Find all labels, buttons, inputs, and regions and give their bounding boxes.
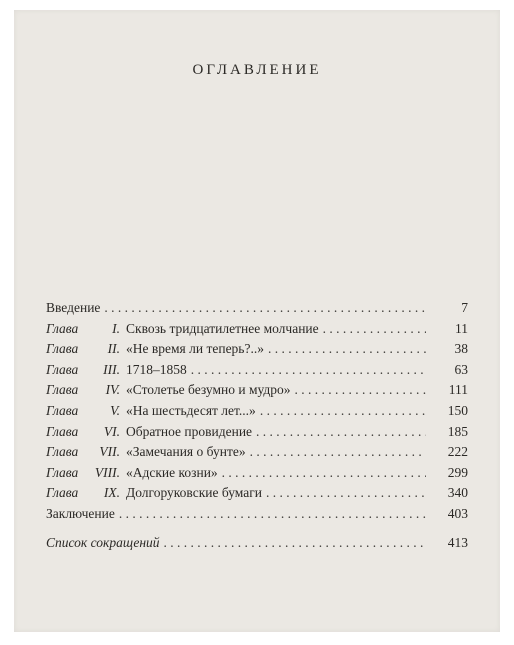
chapter-label: Глава: [46, 382, 79, 398]
toc-entry-conclusion: [46, 506, 468, 527]
toc-entry-text: Обратное провидение: [126, 423, 253, 439]
toc-page-number: 11: [455, 320, 468, 336]
toc-entry-text: Заключение: [46, 505, 115, 521]
chapter-number: V.: [110, 402, 120, 418]
leader-dots: [266, 485, 426, 501]
chapter-number: III.: [103, 361, 120, 377]
toc-entry-chapter-7: [46, 444, 468, 465]
toc-page-number: 7: [461, 300, 468, 315]
toc-page-number: 413: [447, 534, 468, 550]
leader-dots: [250, 444, 426, 460]
chapter-number: II.: [107, 341, 120, 357]
toc-entry-intro: [46, 300, 468, 321]
leader-dots: [295, 382, 426, 398]
toc-page-number: 38: [454, 341, 468, 357]
chapter-number: I.: [112, 320, 120, 336]
toc-entry-chapter-1: [46, 321, 468, 342]
chapter-number: IV.: [105, 382, 120, 398]
table-of-contents: [46, 300, 468, 555]
chapter-label: Глава: [46, 444, 79, 460]
chapter-number: VI.: [103, 423, 120, 439]
chapter-label: Глава: [46, 320, 79, 336]
chapter-label: Глава: [46, 402, 79, 418]
toc-entry-chapter-4: [46, 382, 468, 403]
toc-entry-text: «На шестьдесят лет...»: [126, 402, 256, 418]
toc-page-number: 222: [447, 444, 468, 460]
toc-entry-chapter-6: [46, 424, 468, 445]
toc-entry-chapter-2: [46, 341, 468, 362]
toc-entry-text: «Замечания о бунте»: [126, 444, 246, 460]
book-page: [14, 10, 500, 632]
toc-page-number: 299: [447, 464, 468, 480]
toc-entry-text: Введение: [46, 300, 101, 315]
toc-entry-chapter-9: [46, 485, 468, 506]
chapter-label: Глава: [46, 464, 79, 480]
toc-entry-text: Сквозь тридцатилетнее молчание: [126, 320, 319, 336]
leader-dots: [119, 506, 426, 522]
leader-dots: [268, 341, 426, 357]
chapter-label: Глава: [46, 485, 79, 501]
toc-entry-text: «Не время ли теперь?..»: [126, 341, 264, 357]
toc-page-number: 150: [447, 402, 468, 418]
leader-dots: [260, 403, 426, 419]
leader-dots: [164, 535, 426, 551]
chapter-label: Глава: [46, 423, 79, 439]
leader-dots: [256, 424, 426, 440]
toc-entry-text: Список сокращений: [46, 534, 160, 550]
chapter-number: IX.: [103, 485, 120, 501]
toc-entry-text: «Адские козни»: [126, 464, 218, 480]
page-title: ОГЛАВЛЕНИЕ: [192, 62, 322, 78]
toc-entry-abbreviations: [46, 535, 468, 556]
chapter-number: VIII.: [94, 464, 120, 480]
toc-page-number: 111: [448, 382, 468, 398]
chapter-label: Глава: [46, 341, 79, 357]
toc-entry-chapter-5: [46, 403, 468, 424]
chapter-number: VII.: [99, 444, 120, 460]
leader-dots: [191, 362, 426, 378]
leader-dots: [104, 300, 426, 316]
toc-entry-text: 1718–1858: [126, 361, 187, 377]
toc-page-number: 403: [447, 505, 468, 521]
toc-page-number: 63: [454, 361, 468, 377]
chapter-label: Глава: [46, 361, 79, 377]
toc-entry-chapter-3: [46, 362, 468, 383]
toc-entry-chapter-8: [46, 465, 468, 486]
toc-page-number: 340: [447, 485, 468, 501]
toc-entry-text: Долгоруковские бумаги: [126, 485, 262, 501]
leader-dots: [323, 321, 426, 337]
leader-dots: [222, 465, 426, 481]
toc-page-number: 185: [447, 423, 468, 439]
toc-entry-text: «Столетье безумно и мудро»: [126, 382, 291, 398]
